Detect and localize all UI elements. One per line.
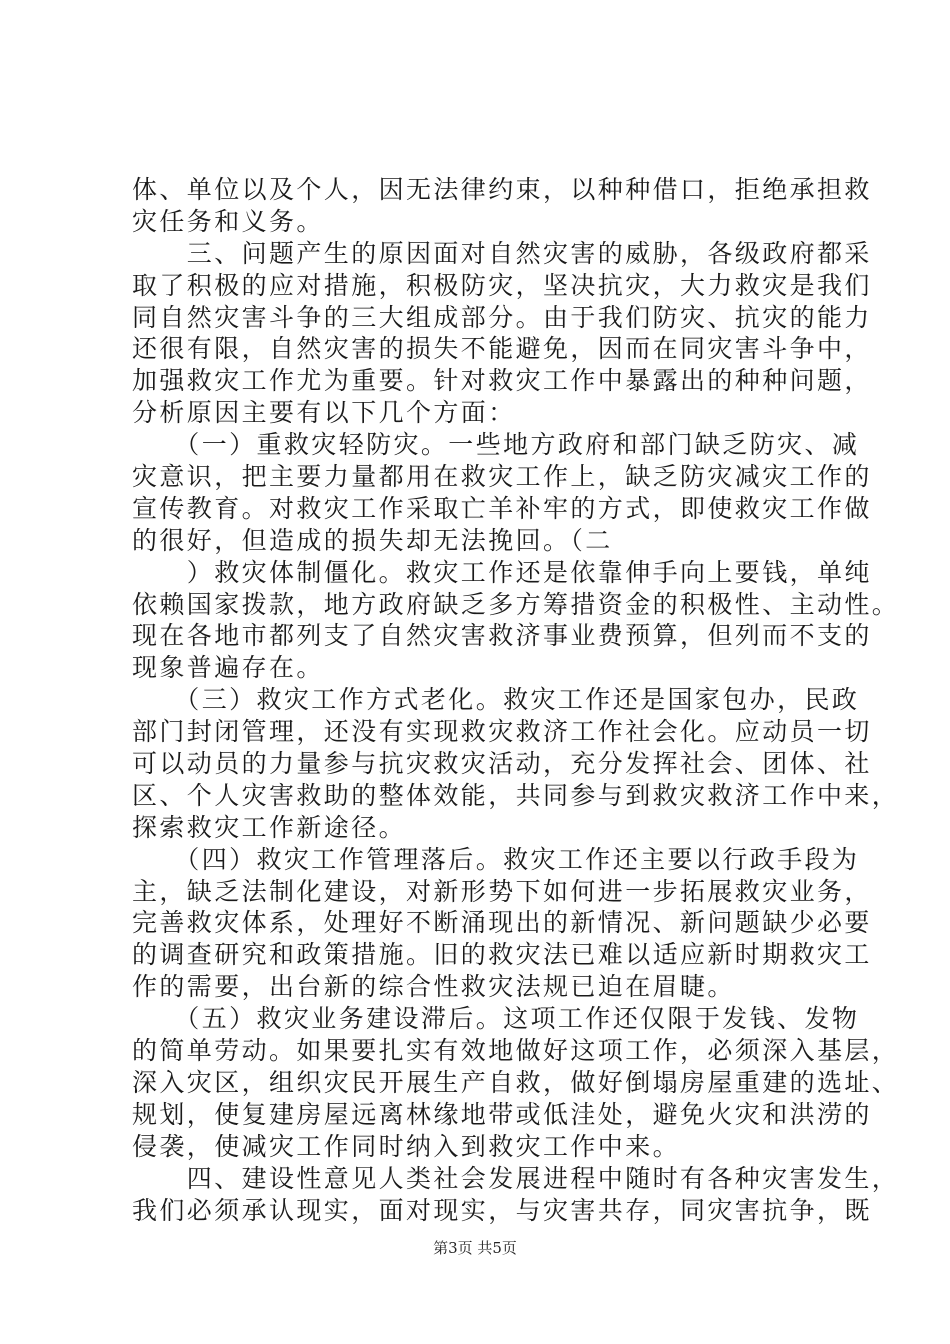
- text-line: 还很有限，自然灾害的损失不能避免，因而在同灾害斗争中，: [132, 334, 872, 364]
- text-line: ）救灾体制僵化。救灾工作还是依靠伸手向上要钱，单纯: [132, 557, 872, 587]
- text-line: 现在各地市都列支了自然灾害救济事业费预算，但列而不支的: [132, 621, 872, 651]
- text-line: 作的需要，出台新的综合性救灾法规已迫在眉睫。: [132, 972, 735, 1002]
- text-line: 主，缺乏法制化建设，对新形势下如何进一步拓展救灾业务，: [132, 876, 872, 906]
- text-line: 分析原因主要有以下几个方面：: [132, 398, 516, 428]
- text-line: 部门封闭管理，还没有实现救灾救济工作社会化。应动员一切: [132, 717, 872, 747]
- text-line: 区、个人灾害救助的整体效能，共同参与到救灾救济工作中来，: [132, 780, 900, 810]
- text-line: 四、建设性意见人类社会发展进程中随时有各种灾害发生，: [132, 1163, 900, 1193]
- text-line: 宣传教育。对救灾工作采取亡羊补牢的方式，即使救灾工作做: [132, 493, 872, 523]
- text-line: 深入灾区，组织灾民开展生产自救，做好倒塌房屋重建的选址、: [132, 1067, 900, 1097]
- text-line: 的很好，但造成的损失却无法挽回。（二: [132, 525, 613, 555]
- text-line: 同自然灾害斗争的三大组成部分。由于我们防灾、抗灾的能力: [132, 302, 872, 332]
- text-line: 我们必须承认现实，面对现实，与灾害共存，同灾害抗争，既: [132, 1195, 872, 1225]
- text-line: 灾任务和义务。: [132, 206, 324, 236]
- text-line: 的简单劳动。如果要扎实有效地做好这项工作，必须深入基层，: [132, 1036, 900, 1066]
- text-line: 可以动员的力量参与抗灾救灾活动，充分发挥社会、团体、社: [132, 749, 872, 779]
- text-line: 探索救灾工作新途径。: [132, 812, 407, 842]
- text-line: 取了积极的应对措施，积极防灾，坚决抗灾，大力救灾是我们: [132, 270, 872, 300]
- text-line: 的调查研究和政策措施。旧的救灾法已难以适应新时期救灾工: [132, 940, 872, 970]
- text-line: 完善救灾体系，处理好不断涌现出的新情况、新问题缺少必要: [132, 908, 872, 938]
- text-line: 灾意识，把主要力量都用在救灾工作上，缺乏防灾减灾工作的: [132, 462, 872, 492]
- text-line: 体、单位以及个人，因无法律约束，以种种借口，拒绝承担救: [132, 175, 872, 204]
- text-line: （三）救灾工作方式老化。救灾工作还是国家包办，民政: [132, 685, 860, 715]
- text-line: （一）重救灾轻防灾。一些地方政府和部门缺乏防灾、减: [132, 430, 860, 460]
- text-line: 加强救灾工作尤为重要。针对救灾工作中暴露出的种种问题，: [132, 366, 872, 396]
- text-line: 三、问题产生的原因面对自然灾害的威胁，各级政府都采: [132, 238, 872, 268]
- document-body: [132, 174, 900, 1226]
- text-line: 侵袭，使减灾工作同时纳入到救灾工作中来。: [132, 1131, 681, 1161]
- text-line: 依赖国家拨款，地方政府缺乏多方筹措资金的积极性、主动性。: [132, 589, 900, 619]
- text-line: （五）救灾业务建设滞后。这项工作还仅限于发钱、发物: [132, 1004, 860, 1034]
- text-line: 规划，使复建房屋远离林缘地带或低洼处，避免火灾和洪涝的: [132, 1099, 872, 1129]
- page-footer: [0, 1237, 950, 1258]
- page-number: 第3页 共5页: [433, 1239, 517, 1257]
- text-line: （四）救灾工作管理落后。救灾工作还主要以行政手段为: [132, 844, 860, 874]
- text-line: 现象普遍存在。: [132, 653, 324, 683]
